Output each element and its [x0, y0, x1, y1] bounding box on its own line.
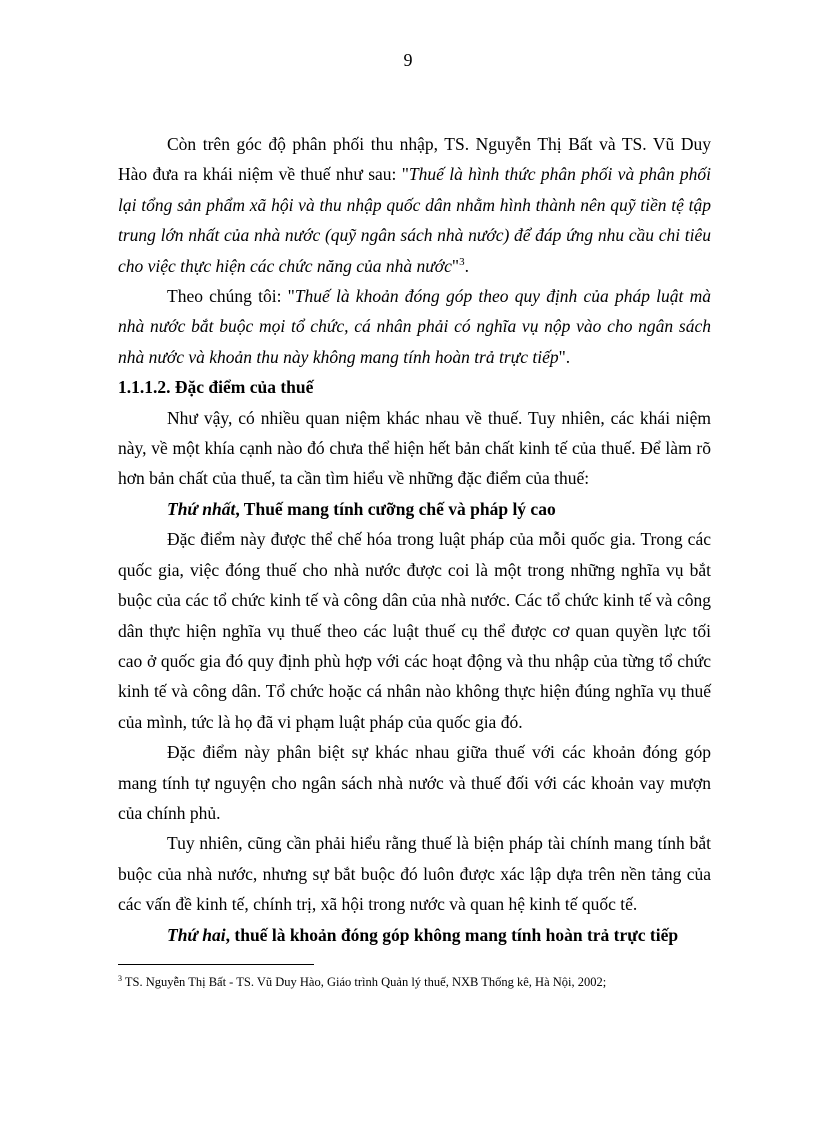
subheading-title: , Thuế mang tính cưỡng chế và pháp lý cao — [235, 498, 556, 519]
subheading-ordinal: Thứ nhất — [167, 498, 236, 519]
subheading-first-characteristic — [118, 494, 711, 524]
footnote-mark: 3 — [118, 973, 122, 983]
page-body — [118, 129, 711, 950]
subheading-second-characteristic — [118, 920, 711, 950]
paragraph-author-definition — [118, 281, 711, 372]
footnote-divider — [118, 964, 314, 965]
paragraph-tax-definition-bat-hao — [118, 129, 711, 281]
footnote-reference: 3 — [459, 255, 465, 268]
section-heading: 1.1.1.2. Đặc điểm của thuế — [118, 377, 314, 398]
paragraph-distinction: Đặc điểm này phân biệt sự khác nhau giữa thuế với các khoản đóng góp mang tính tự nguyện cho ngân sách nhà nước và thuế đối với các khoản vay mượn của chính phủ. — [118, 742, 711, 823]
sentence-end: . — [464, 255, 469, 276]
paragraph-financial-measure: Tuy nhiên, cũng cần phải hiểu rằng thuế là biện pháp tài chính mang tính bắt buộc của nhà nước, nhưng sự bắt buộc đó luôn được xác lập dựa trên nền tảng của các vấn đề kinh tế, chính trị, xã hội trong nước và quan hệ kinh tế quốc tế. — [118, 833, 711, 915]
footnote-text: TS. Nguyễn Thị Bất - TS. Vũ Duy Hào, Giáo trình Quản lý thuế, NXB Thống kê, Hà Nội, 2002; — [122, 975, 607, 989]
subheading-ordinal: Thứ hai — [167, 924, 226, 945]
page-number: 9 — [403, 50, 413, 70]
paragraph-text: Còn trên góc độ phân phối thu nhập, TS. Nguyễn Thị Bất và TS. Vũ Duy Hào đưa ra khái niệm về thuế như sau: " — [118, 134, 711, 185]
subheading-title: , thuế là khoản đóng góp không mang tính hoàn trả trực tiếp — [225, 924, 679, 945]
paragraph-text: Theo chúng tôi: " — [167, 286, 295, 307]
quote-close: ". — [558, 346, 571, 367]
footnote — [118, 974, 711, 990]
paragraph-compulsory-nature: Đặc điểm này được thể chế hóa trong luật pháp của mỗi quốc gia. Trong các quốc gia, việc đóng thuế cho nhà nước được coi là một trong những nghĩa vụ bắt buộc của các tổ chức kinh tế và công dân của nhà nước. Các tổ chức kinh tế và công dân thực hiện nghĩa vụ thuế theo các luật thuế cụ thể được cơ quan quyền lực tối cao ở quốc gia đó quy định phù hợp với các hoạt động và thu nhập của từng tổ chức kinh tế và công dân. Tổ chức hoặc cá nhân nào không thực hiện đúng nghĩa vụ thuế của mình, tức là họ đã vi phạm luật pháp của quốc gia đó. — [118, 529, 711, 732]
quote-close: " — [451, 255, 460, 276]
tax-definition-quote: Thuế là hình thức phân phối và phân phối lại tổng sản phẩm xã hội và thu nhập quốc dân nhằm hình thành nên quỹ tiền tệ tập trung lớn nhất của nhà nước (quỹ ngân sách nhà nước) để đáp ứng nhu cầu chi tiêu cho việc thực hiện các chức năng của nhà nước — [118, 164, 711, 276]
author-definition-quote: Thuế là khoản đóng góp theo quy định của pháp luật mà nhà nước bắt buộc mọi tổ chức, cá nhân phải có nghĩa vụ nộp vào cho ngân sách nhà nước và khoản thu này không mang tính hoàn trả trực tiếp — [118, 286, 711, 367]
paragraph-intro-characteristics: Như vậy, có nhiều quan niệm khác nhau về thuế. Tuy nhiên, các khái niệm này, về một khía cạnh nào đó chưa thể hiện hết bản chất kinh tế của thuế. Để làm rõ hơn bản chất của thuế, ta cần tìm hiểu về những đặc điểm của thuế: — [118, 407, 711, 489]
